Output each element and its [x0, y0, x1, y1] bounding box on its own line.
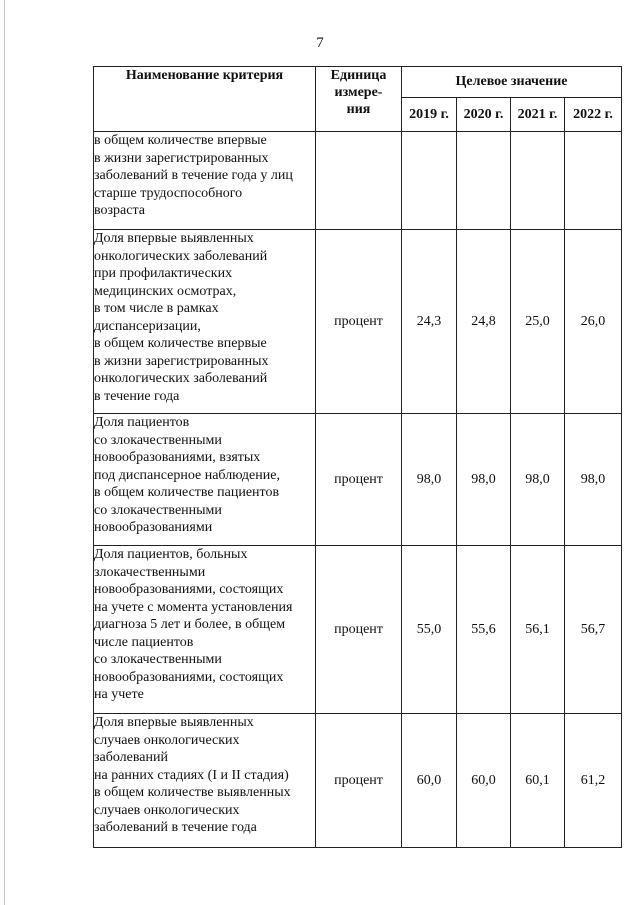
criterion-name-line: диспансеризации,	[94, 318, 201, 334]
value-2022	[565, 132, 622, 230]
table-row	[94, 714, 622, 848]
criterion-name-line: случаев онкологических	[94, 732, 240, 748]
value-2021: 25,0	[511, 230, 565, 414]
scan-margin-line	[4, 0, 5, 905]
header-unit-line: Единица	[330, 68, 387, 83]
criteria-table	[93, 66, 622, 848]
criterion-name-line: со злокачественными	[94, 432, 222, 448]
criterion-name-line: возраста	[94, 203, 145, 218]
value-2021: 98,0	[511, 414, 565, 546]
criterion-name-line: при профилактических	[94, 266, 233, 281]
value-2022: 56,7	[565, 546, 622, 714]
criterion-name-line: в том числе в рамках	[94, 301, 219, 316]
value-2019: 98,0	[402, 414, 457, 546]
criterion-name-line: в жизни зарегистрированных	[94, 353, 269, 369]
value-2019: 60,0	[402, 714, 457, 848]
value-2021: 60,1	[511, 714, 565, 848]
criterion-name-line: в общем количестве впервые	[94, 133, 267, 148]
unit-cell: процент	[316, 230, 402, 414]
header-criterion-name: Наименование критерия	[94, 67, 316, 132]
unit-cell: процент	[316, 714, 402, 848]
header-unit	[316, 67, 402, 132]
value-2022: 26,0	[565, 230, 622, 414]
criterion-name-line: со злокачественными	[94, 652, 222, 667]
criterion-name-line: на учете с момента установления	[94, 599, 293, 615]
value-2020: 24,8	[457, 230, 511, 414]
criterion-name-line: в общем количестве пациентов	[94, 485, 280, 500]
criterion-name-line: заболеваний в течение года	[94, 820, 257, 835]
criterion-name-line: числе пациентов	[94, 634, 194, 650]
criterion-name-line: Доля впервые выявленных	[94, 715, 254, 730]
value-2021: 56,1	[511, 546, 565, 714]
header-year-2022: 2022 г.	[565, 98, 622, 132]
header-target-value: Целевое значение	[402, 67, 622, 98]
unit-cell: процент	[316, 414, 402, 546]
criterion-name-cell	[94, 546, 316, 714]
unit-cell	[316, 132, 402, 230]
criterion-name-line: со злокачественными	[94, 502, 222, 518]
criterion-name-line: новообразованиями	[94, 520, 213, 535]
criterion-name-line: в общем количестве впервые	[94, 336, 267, 351]
page-number: 7	[316, 35, 324, 51]
criterion-name-line: диагноза 5 лет и более, в общем	[94, 617, 286, 632]
value-2020: 60,0	[457, 714, 511, 848]
criterion-name-line: случаев онкологических	[94, 802, 240, 818]
value-2020: 55,6	[457, 546, 511, 714]
header-year-2021: 2021 г.	[511, 98, 565, 132]
table-row	[94, 132, 622, 230]
criterion-name-line: на учете	[94, 687, 144, 702]
value-2019: 55,0	[402, 546, 457, 714]
criterion-name-cell	[94, 132, 316, 230]
value-2022: 98,0	[565, 414, 622, 546]
criterion-name-line: новообразованиями, взятых	[94, 450, 261, 465]
value-2019	[402, 132, 457, 230]
criterion-name-line: под диспансерное наблюдение,	[94, 467, 280, 483]
criterion-name-line: новообразованиями, состоящих	[94, 669, 284, 685]
criterion-name-line: Доля пациентов	[94, 415, 190, 430]
value-2019: 24,3	[402, 230, 457, 414]
header-row-top	[94, 67, 622, 98]
criterion-name-line: Доля пациентов, больных	[94, 547, 248, 562]
criterion-name-line: злокачественными	[94, 564, 206, 580]
header-year-2020: 2020 г.	[457, 98, 511, 132]
criterion-name-line: на ранних стадиях (I и II стадия)	[94, 767, 289, 783]
criterion-name-line: онкологических заболеваний	[94, 248, 268, 264]
header-unit-line: измере-	[334, 85, 383, 100]
header-year-2019: 2019 г.	[402, 98, 457, 132]
value-2021	[511, 132, 565, 230]
unit-cell: процент	[316, 546, 402, 714]
criterion-name-line: новообразованиями, состоящих	[94, 582, 284, 597]
criterion-name-line: медицинских осмотрах,	[94, 283, 237, 299]
criterion-name-line: в общем количестве выявленных	[94, 785, 291, 800]
value-2020	[457, 132, 511, 230]
criterion-name-line: заболеваний в течение года у лиц	[94, 168, 293, 183]
criterion-name-line: в течение года	[94, 388, 180, 404]
criterion-name-line: заболеваний	[94, 750, 168, 765]
criterion-name-cell	[94, 230, 316, 414]
table-row	[94, 414, 622, 546]
criterion-name-line: старше трудоспособного	[94, 185, 243, 201]
table-row	[94, 230, 622, 414]
header-unit-line: ния	[346, 102, 371, 117]
criterion-name-cell	[94, 714, 316, 848]
criterion-name-line: онкологических заболеваний	[94, 371, 268, 386]
value-2022: 61,2	[565, 714, 622, 848]
criterion-name-line: Доля впервые выявленных	[94, 231, 254, 246]
criterion-name-line: в жизни зарегистрированных	[94, 150, 269, 166]
value-2020: 98,0	[457, 414, 511, 546]
table-row	[94, 546, 622, 714]
criterion-name-cell	[94, 414, 316, 546]
